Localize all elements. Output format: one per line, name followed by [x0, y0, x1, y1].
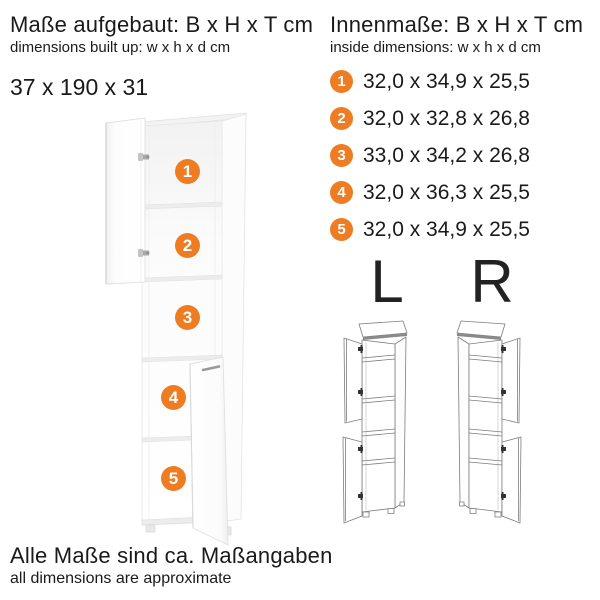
list-item [330, 218, 583, 241]
photo-marker-3: 3 [175, 305, 200, 330]
list-item [330, 107, 583, 130]
cabinet-variant-right-drawing [449, 311, 534, 531]
compartment-4-badge: 4 [330, 181, 353, 204]
variant-left-label: L [370, 248, 404, 315]
compartment-5-dimensions: 32,0 x 34,9 x 25,5 [363, 217, 530, 241]
outer-dims-title-de: Maße aufgebaut: B x H x T cm [10, 12, 314, 37]
compartment-2-badge: 2 [330, 107, 353, 130]
footer-note-de: Alle Maße sind ca. Maßangaben [10, 543, 333, 568]
footer-note-en: all dimensions are approximate [10, 570, 232, 587]
compartment-2-dimensions: 32,0 x 32,8 x 26,8 [363, 106, 530, 130]
inner-dims-list [330, 70, 583, 241]
tall-cabinet-illustration [88, 105, 258, 565]
photo-marker-1: 1 [175, 159, 200, 184]
outer-dims-value: 37 x 190 x 31 [10, 74, 149, 100]
compartment-1-dimensions: 32,0 x 34,9 x 25,5 [363, 69, 530, 93]
photo-marker-4: 4 [161, 385, 186, 410]
compartment-1-badge: 1 [330, 70, 353, 93]
compartment-4-dimensions: 32,0 x 36,3 x 25,5 [363, 180, 530, 204]
list-item [330, 181, 583, 204]
compartment-3-dimensions: 33,0 x 34,2 x 26,8 [363, 143, 530, 167]
inner-dimensions-block [330, 12, 583, 255]
cabinet-variant-left-drawing [330, 311, 415, 531]
outer-dimensions-block [10, 12, 313, 101]
footer-note-block [10, 543, 333, 588]
list-item [330, 144, 583, 167]
photo-marker-2: 2 [175, 233, 200, 258]
list-item [330, 70, 583, 93]
compartment-5-badge: 5 [330, 218, 353, 241]
inner-dims-title-en: inside dimensions: w x h x d cm [330, 39, 541, 56]
outer-dims-title-en: dimensions built up: w x h x d cm [10, 39, 231, 56]
inner-dims-title-de: Innenmaße: B x H x T cm [330, 12, 584, 37]
compartment-3-badge: 3 [330, 144, 353, 167]
variant-right-label: R [470, 248, 514, 315]
photo-marker-5: 5 [161, 466, 186, 491]
